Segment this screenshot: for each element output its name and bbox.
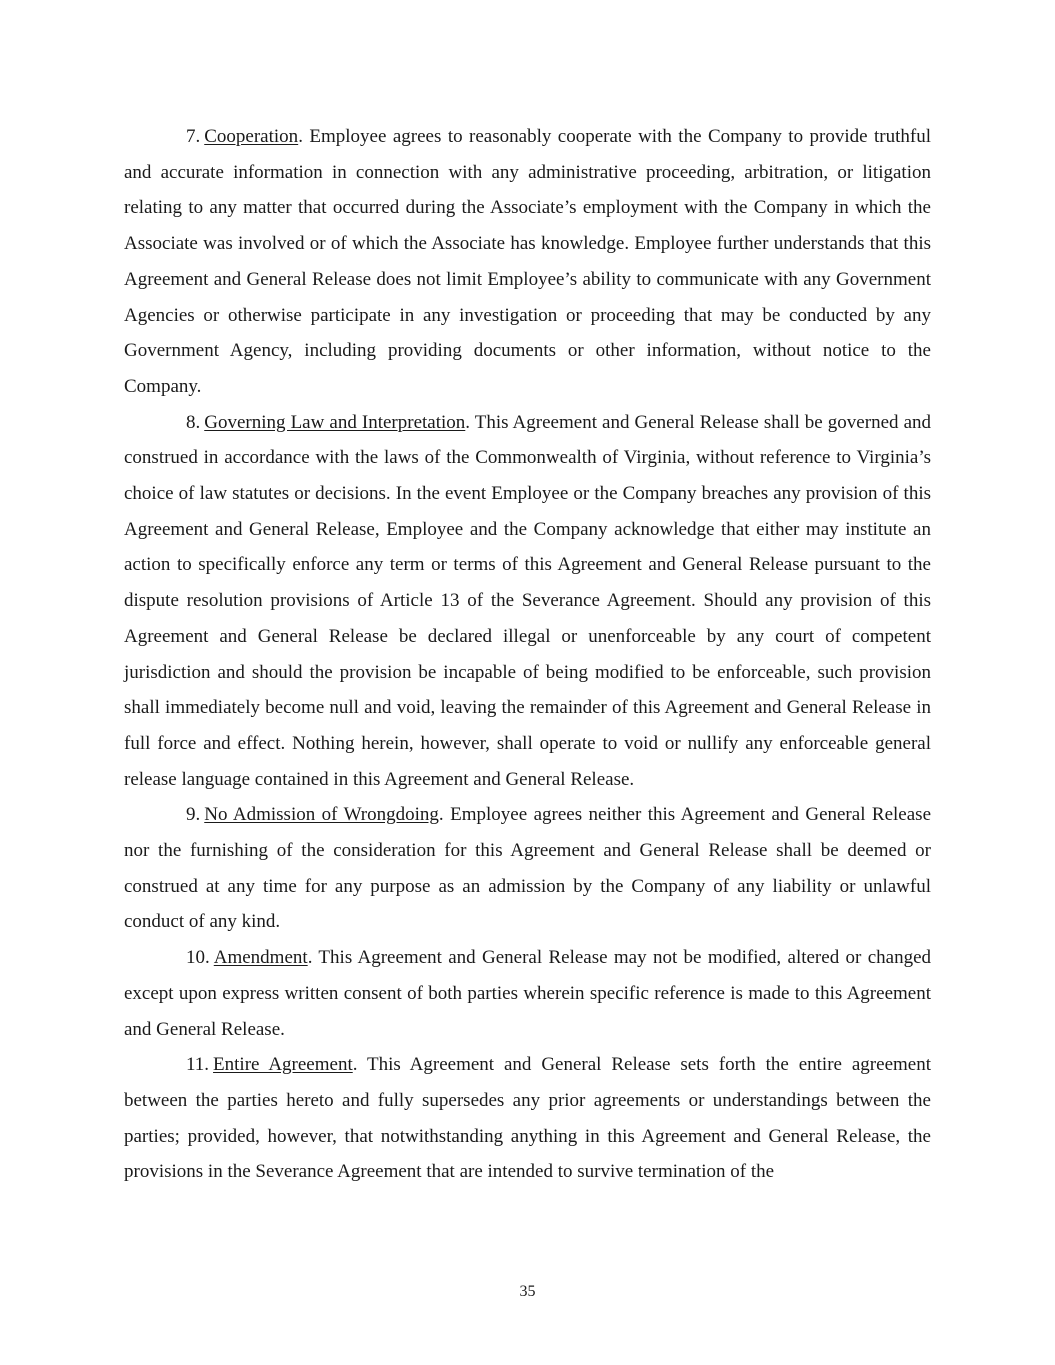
section-heading: No Admission of Wrongdoing [204,804,439,826]
page-number: 35 [519,1283,536,1300]
section-text: This Agreement and General Release sets forth the entire agreement between the parties hereto and fully supersedes any prior agreements or understandings between the parties; provided, however, that notwithstanding anything in this Agreement and General Release, the provisions in the Severance Agreement that are intended to survive termination of the [124,1054,931,1183]
section-text: Employee agrees to reasonably cooperate with the Company to provide truthful and accurate information in connection with any administrative proceeding, arbitration, or litigation relating to any matter that occurred during the Associate’s employment with the Company in which the Associate was involved or of which the Associate has knowledge. Employee further understands that this Agreement and General Release does not limit Employee’s ability to communicate with any Government Agencies or otherwise participate in any investigation or proceeding that may be conducted by any Government Agency, including providing documents or other information, without notice to the Company. [124,126,931,397]
heading-period: . [438,804,444,826]
section-number: 11. [186,1054,210,1076]
section-heading: Cooperation [204,126,299,147]
section-text: Employee agrees neither this Agreement and General Release nor the furnishing of the consideration for this Agreement and General Release shall be deemed or construed at any time for any purpose as an admission by the Company of any liability or unlawful conduct of any kind. [124,804,932,933]
section-heading: Governing Law and Interpretation [204,411,466,433]
heading-period: . [465,411,471,433]
section-10-amendment [124,940,931,1047]
section-heading: Entire Agreement [213,1054,353,1076]
section-text: This Agreement and General Release may not be modified, altered or changed except upon express written consent of both parties wherein specific reference is made to this Agreement and General Release. [124,947,931,1040]
section-8-governing-law [124,405,931,798]
section-number: 10. [186,947,210,969]
document-body [124,119,931,1190]
section-7-cooperation [124,119,931,405]
heading-period: . [298,126,303,147]
section-number: 9. [186,804,201,826]
heading-period: . [352,1054,358,1076]
heading-period: . [307,947,313,969]
section-heading: Amendment [213,947,308,969]
section-text: This Agreement and General Release shall be governed and construed in accordance with the laws of the Commonwealth of Virginia, without reference to Virginia’s choice of law statutes or decisions. In the event Employee or the Company breaches any provision of this Agreement and General Release, Employee and the Company acknowledge that either may institute an action to specifically enforce any term or terms of this Agreement and General Release pursuant to the dispute resolution provisions of Article 13 of the Severance Agreement. Should any provision of this Agreement and General Release be declared illegal or unenforceable by any court of competent jurisdiction and should the provision be incapable of being modified to be enforceable, such provision shall immediately become null and void, leaving the remainder of this Agreement and General Release in full force and effect. Nothing herein, however, shall operate to void or nullify any enforceable general release language contained in this Agreement and General Release. [124,411,931,790]
section-number: 8. [186,411,201,433]
section-number: 7. [186,126,201,147]
section-9-no-admission [124,797,931,940]
section-11-entire-agreement [124,1047,931,1190]
